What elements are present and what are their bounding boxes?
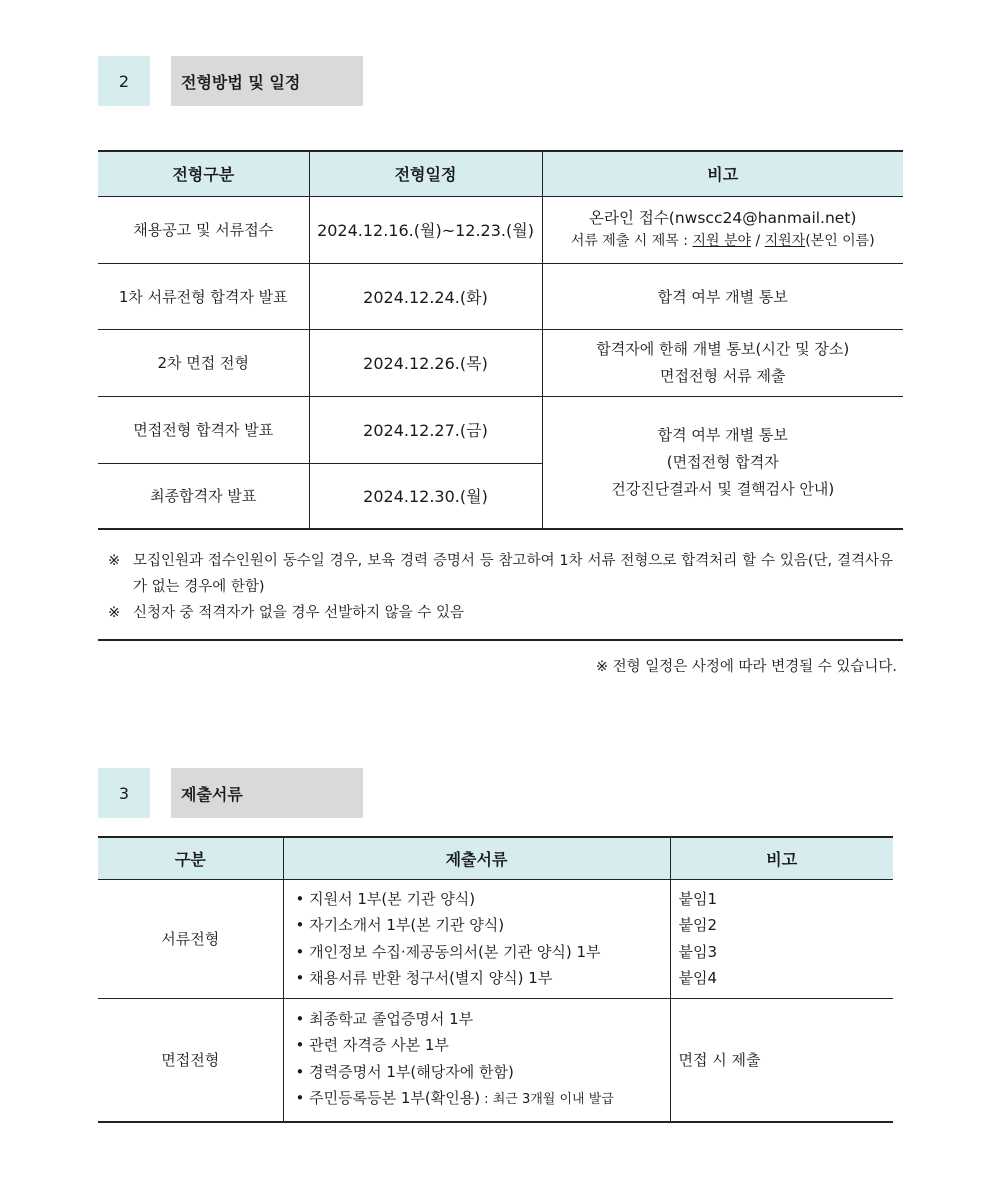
- list-item: • 지원서 1부(본 기관 양식): [296, 886, 670, 913]
- note-line: 온라인 접수(nwscc24@hanmail.net): [589, 208, 857, 227]
- category-cell: 서류전형: [98, 879, 283, 998]
- column-header: 비고: [670, 837, 893, 879]
- reference-mark: ※: [108, 605, 121, 621]
- column-header: 비고: [542, 151, 903, 196]
- note-line: 면접전형 서류 제출: [660, 366, 786, 385]
- stage-cell: 면접전형 합격자 발표: [98, 396, 309, 463]
- table-row: [98, 879, 893, 998]
- stage-cell: 채용공고 및 서류접수: [98, 196, 309, 263]
- table-row: [98, 263, 903, 329]
- note-cell: 면접 시 제출: [670, 998, 893, 1122]
- list-item: • 관련 자격증 사본 1부: [296, 1032, 670, 1059]
- note-line: 합격자에 한해 개별 통보(시간 및 장소): [596, 339, 850, 358]
- note-line: 합격 여부 개별 통보: [657, 425, 788, 444]
- date-cell: 2024.12.27.(금): [309, 396, 542, 463]
- table-row: [98, 396, 903, 463]
- list-item: • 최종학교 졸업증명서 1부: [296, 1006, 670, 1033]
- column-header: 전형구분: [98, 151, 309, 196]
- date-cell: 2024.12.16.(월)~12.23.(월): [309, 196, 542, 263]
- documents-cell: [283, 879, 670, 998]
- list-item: • 자기소개서 1부(본 기관 양식): [296, 912, 670, 939]
- section-title: 전형방법 및 일정: [171, 56, 363, 106]
- category-cell: 면접전형: [98, 998, 283, 1122]
- note-text: /: [751, 232, 765, 249]
- list-item: [296, 1085, 670, 1114]
- documents-cell: [283, 998, 670, 1122]
- list-item-text: 주민등록등본 1부(확인용): [309, 1089, 481, 1108]
- note-cell: 합격 여부 개별 통보: [542, 263, 903, 329]
- date-cell: 2024.12.26.(목): [309, 329, 542, 396]
- note-text: 지원 분야: [692, 232, 751, 249]
- attachment-label: 붙임1: [678, 889, 718, 908]
- notes-box: [98, 530, 903, 641]
- attachment-label: 붙임2: [678, 916, 718, 934]
- section-number: 2: [98, 56, 150, 106]
- table-header-row: [98, 151, 903, 196]
- note-cell: [542, 396, 903, 529]
- list-item: • 경력증명서 1부(해당자에 한함): [296, 1059, 670, 1086]
- column-header: 전형일정: [309, 151, 542, 196]
- date-cell: 2024.12.24.(화): [309, 263, 542, 329]
- note-line: [543, 230, 904, 253]
- note-text: (본인 이름): [805, 232, 875, 249]
- documents-table: [98, 836, 893, 1123]
- note-text: 지원자: [764, 232, 806, 249]
- date-cell: 2024.12.30.(월): [309, 463, 542, 529]
- table-header-row: [98, 837, 893, 879]
- note-text: 신청자 중 적격자가 없을 경우 선발하지 않을 수 있음: [133, 605, 465, 621]
- section-number: 3: [98, 768, 150, 818]
- table-row: [98, 196, 903, 263]
- note-item: [98, 600, 903, 626]
- note-cell: [542, 196, 903, 263]
- schedule-footnote: ※ 전형 일정은 사정에 따라 변경될 수 있습니다.: [595, 659, 897, 675]
- note-text: 서류 제출 시 제목 :: [570, 232, 693, 249]
- attachment-label: 붙임3: [678, 942, 718, 961]
- section-title: 제출서류: [171, 768, 363, 818]
- attachment-label: 붙임4: [678, 969, 718, 987]
- stage-cell: 최종합격자 발표: [98, 463, 309, 529]
- reference-mark: ※: [108, 553, 121, 569]
- list-item: • 개인정보 수집·제공동의서(본 기관 양식) 1부: [296, 939, 670, 966]
- note-cell: [542, 329, 903, 396]
- schedule-table: [98, 150, 903, 530]
- note-line: (면접전형 합격자: [666, 452, 779, 471]
- column-header: 제출서류: [283, 837, 670, 879]
- note-cell: [670, 879, 893, 998]
- note-item: [98, 548, 903, 600]
- list-item: • 채용서류 반환 청구서(별지 양식) 1부: [296, 965, 670, 992]
- stage-cell: 1차 서류전형 합격자 발표: [98, 263, 309, 329]
- stage-cell: 2차 면접 전형: [98, 329, 309, 396]
- column-header: 구분: [98, 837, 283, 879]
- note-line: 건강진단결과서 및 결핵검사 안내): [611, 479, 835, 498]
- note-text: 모집인원과 접수인원이 동수일 경우, 보육 경력 증명서 등 참고하여 1차 서류 전형으로 합격처리 할 수 있음(단, 결격사유가 없는 경우에 한함): [133, 553, 893, 595]
- list-item-text: : 최근 3개월 이내 발급: [480, 1092, 614, 1108]
- table-row: [98, 329, 903, 396]
- table-row: [98, 998, 893, 1122]
